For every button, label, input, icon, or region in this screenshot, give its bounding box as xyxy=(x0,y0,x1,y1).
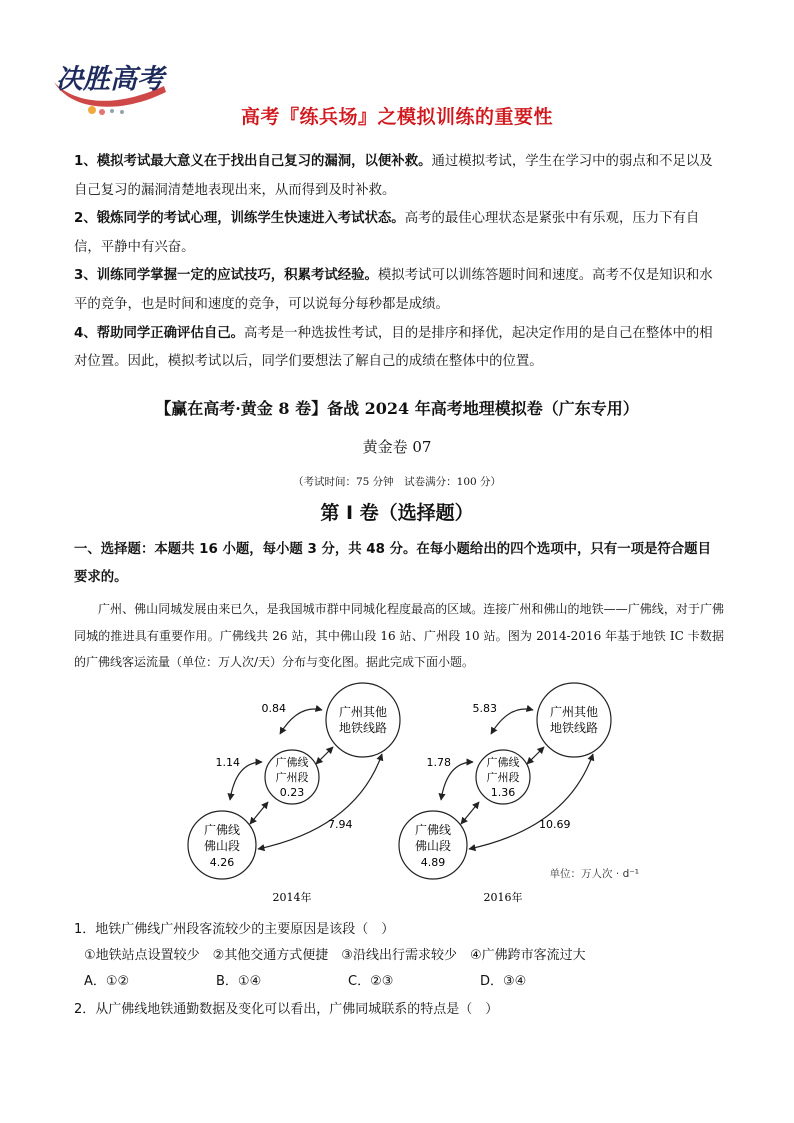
part-title: 第 I 卷（选择题） xyxy=(320,502,474,524)
question-2-stem: 2．从广佛线地铁通勤数据及变化可以看出，广佛同城联系的特点是（ ） xyxy=(74,1002,499,1017)
node-value: 4.89 xyxy=(420,856,446,869)
flow-value: 5.83 xyxy=(472,702,497,715)
exam-meta: （考试时间：75 分钟 试卷满分：100 分） xyxy=(292,476,502,488)
node-value: 1.36 xyxy=(490,786,516,799)
node-label: 广州段 xyxy=(275,771,309,784)
logo-text: 决胜高考 xyxy=(56,64,164,95)
flow-value: 7.94 xyxy=(328,818,353,831)
flow-value: 0.84 xyxy=(261,702,286,715)
node-gz-other xyxy=(326,683,400,757)
flow-value: 1.14 xyxy=(215,756,240,769)
flow-arrow xyxy=(527,747,544,764)
node-label: 佛山段 xyxy=(203,839,241,853)
intro-item: 2、锻炼同学的考试心理，训练学生快速进入考试状态。高考的最佳心理状态是紧张中有乐观，压力下有自信，平静中有兴奋。 xyxy=(74,211,700,255)
node-label: 广州段 xyxy=(486,771,520,784)
section-instructions: 一、选择题：本题共 16 小题，每小题 3 分，共 48 分。在每小题给出的四个选项中，只有一项是符合题目要求的。 xyxy=(74,542,711,585)
node-label: 广州其他 xyxy=(549,705,599,719)
intro-item: 1、模拟考试最大意义在于找出自己复习的漏洞，以便补救。通过模拟考试，学生在学习中的弱点和不足以及自己复习的漏洞清楚地表现出来，从而得到及时补救。 xyxy=(74,154,713,198)
node-label: 地铁线路 xyxy=(338,721,388,735)
intro-item: 3、训练同学掌握一定的应试技巧，积累考试经验。模拟考试可以训练答题时间和速度。高考不仅是知识和水平的竞争，也是时间和速度的竞争，可以说每分每秒都是成绩。 xyxy=(74,268,713,312)
option-c[interactable]: C．②③ xyxy=(348,974,394,989)
flow-value: 1.78 xyxy=(426,756,451,769)
flow-value: 10.69 xyxy=(539,818,571,831)
banner-title: 高考『练兵场』之模拟训练的重要性 xyxy=(240,106,553,128)
reading-passage: 广州、佛山同城发展由来已久，是我国城市群中同城化程度最高的区域。连接广州和佛山的地铁——广佛线，对于广佛同城的推进具有重要作用。广佛线共 26 站，其中佛山段 16 站、广州段 10 站。图为 2014-2016 年基于地铁 IC 卡数据的广佛线客运流量（单位：万人次/天）分布与变化图。据此完成下面小题。 xyxy=(74,602,724,669)
node-label: 广佛线 xyxy=(275,756,309,769)
node-value: 0.23 xyxy=(279,786,305,799)
question-1-stem: 1．地铁广佛线广州段客流较少的主要原因是该段（ ） xyxy=(74,922,395,937)
node-gz-other xyxy=(537,683,611,757)
node-label: 广州其他 xyxy=(338,705,388,719)
panel-year: 2014年 xyxy=(272,891,312,904)
option-d[interactable]: D．③④ xyxy=(480,974,527,989)
question-1-items: ①地铁站点设置较少 ②其他交通方式便捷 ③沿线出行需求较少 ④广佛跨市客流过大 xyxy=(84,948,586,963)
option-b[interactable]: B．①④ xyxy=(216,974,262,989)
node-label: 地铁线路 xyxy=(549,721,599,735)
flow-arrow xyxy=(491,709,533,734)
unit-label: 单位：万人次 · d⁻¹ xyxy=(549,868,639,880)
node-label: 广佛线 xyxy=(486,756,520,769)
exam-title: 【赢在高考·黄金 8 卷】备战 2024 年高考地理模拟卷（广东专用） xyxy=(155,399,639,418)
flow-arrow xyxy=(316,747,333,764)
intro-item: 4、帮助同学正确评估自己。高考是一种选拔性考试，目的是排序和择优，起决定作用的是自己在整体中的相对位置。因此，模拟考试以后，同学们要想法了解自己的成绩在整体中的位置。 xyxy=(74,325,713,370)
flow-arrow xyxy=(461,802,479,824)
flow-arrow xyxy=(250,802,268,824)
diagram-panel-2014 xyxy=(188,683,400,904)
node-label: 广佛线 xyxy=(203,823,241,837)
passenger-flow-diagram xyxy=(180,682,640,912)
node-label: 广佛线 xyxy=(414,823,452,837)
node-label: 佛山段 xyxy=(414,839,452,853)
option-a[interactable]: A．①② xyxy=(84,974,130,989)
question-1-options xyxy=(84,970,684,989)
panel-year: 2016年 xyxy=(483,891,523,904)
flow-arrow xyxy=(280,709,322,734)
intro-list xyxy=(74,148,724,377)
exam-subtitle: 黄金卷 07 xyxy=(362,438,432,456)
node-value: 4.26 xyxy=(209,856,235,869)
